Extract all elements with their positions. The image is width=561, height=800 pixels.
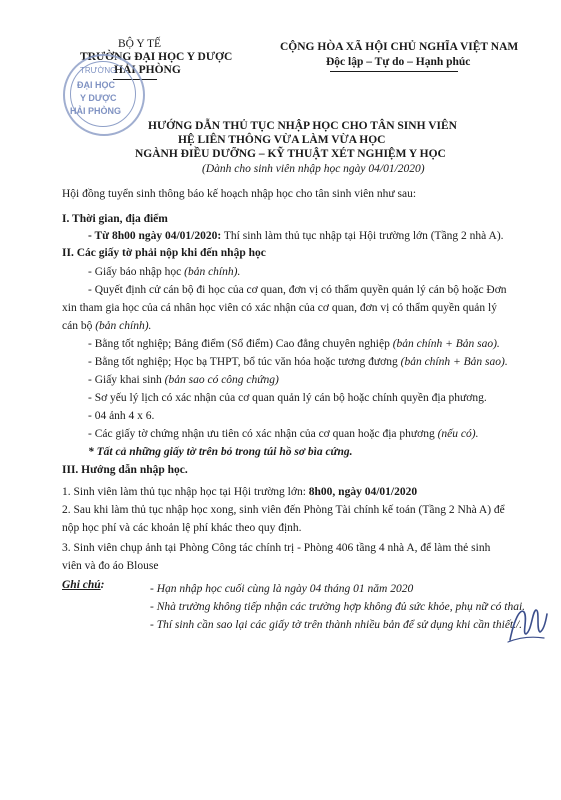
step-1-text: 1. Sinh viên làm thủ tục nhập học tại Hội trường lớn: [62, 486, 309, 498]
doc-title-line1: HƯỚNG DẪN THỦ TỤC NHẬP HỌC CHO TÂN SINH VIÊN [148, 120, 457, 132]
stamp-text-2: Y DƯỢC [80, 93, 117, 103]
step-1-time: 8h00, ngày 04/01/2020 [308, 486, 418, 498]
doc-title-line2: HỆ LIÊN THÔNG VỪA LÀM VỪA HỌC [178, 134, 386, 146]
doc-item-3-note: (bản chính + Bản sao). [392, 338, 500, 350]
ministry-name: BỘ Y TẾ [118, 38, 162, 50]
doc-item-8-note: (nếu có). [437, 428, 479, 440]
intro-text: Hội đồng tuyển sinh thông báo kế hoạch nhập học cho tân sinh viên như sau: [62, 188, 417, 200]
doc-bag-note: * Tất cả những giấy tờ trên bỏ trong túi hồ sơ bìa cứng. [88, 446, 353, 458]
school-name: TRƯỜNG ĐẠI HỌC Y DƯỢC [80, 51, 233, 63]
note-1: - Hạn nhập học cuối cùng là ngày 04 tháng 01 năm 2020 [150, 583, 414, 595]
doc-item-8-text: - Các giấy tờ chứng nhận ưu tiên có xác nhận của cơ quan hoặc địa phương [88, 428, 438, 440]
stamp-text-top: TRƯỜNG [80, 66, 117, 75]
doc-item-4-note: (bản chính + Bản sao). [400, 356, 508, 368]
step-1 [62, 486, 417, 498]
section1-time-bold: - Từ 8h00 ngày 04/01/2020: [88, 230, 222, 242]
doc-item-3-text: - Bằng tốt nghiệp; Bảng điểm (Sổ điểm) Cao đẳng chuyên nghiệp [88, 338, 393, 350]
doc-item-7: - 04 ảnh 4 x 6. [88, 410, 155, 422]
section1-time-rest: Thí sinh làm thủ tục nhập tại Hội trường lớn (Tầng 2 nhà A). [221, 230, 504, 242]
doc-item-2-line2: xin tham gia học của cá nhân học viên có xác nhận của cơ quan, đơn vị có thẩm quyền quản lý [62, 302, 497, 314]
doc-item-3 [88, 338, 500, 350]
doc-item-5-text: - Giấy khai sinh [88, 374, 165, 386]
section3-heading: III. Hướng dẫn nhập học. [62, 464, 188, 476]
section2-heading: II. Các giấy tờ phải nộp khi đến nhập học [62, 247, 266, 259]
step-3-line2: viên và đo áo Blouse [62, 560, 159, 572]
notes-label-text: Ghi chú [62, 579, 101, 591]
note-2: - Nhà trường không tiếp nhận các trường hợp không đủ sức khỏe, phụ nữ có thai. [150, 601, 526, 613]
notes-label [62, 579, 105, 591]
doc-item-4 [88, 356, 508, 368]
doc-item-1 [88, 266, 240, 278]
doc-item-6: - Sơ yếu lý lịch có xác nhận của cơ quan quản lý cán bộ hoặc chính quyền địa phương. [88, 392, 487, 404]
doc-item-1-text: - Giấy báo nhập học [88, 266, 185, 278]
signature-mark [506, 600, 550, 646]
motto-underline [330, 71, 458, 72]
stamp-text-3: HẢI PHÒNG [70, 106, 122, 116]
doc-item-5 [88, 374, 279, 386]
school-city: HẢI PHÒNG [114, 64, 181, 76]
notes-label-colon: : [100, 579, 105, 591]
doc-item-2-line3 [62, 320, 151, 332]
doc-item-5-note: (bản sao có công chứng) [164, 374, 279, 386]
doc-item-4-text: - Bằng tốt nghiệp; Học bạ THPT, bổ túc văn hóa hoặc tương đương [88, 356, 401, 368]
doc-item-8 [88, 428, 478, 440]
section1-time [88, 230, 504, 242]
stamp-text-1: ĐẠI HỌC [77, 80, 115, 90]
nation-title: CỘNG HÒA XÃ HỘI CHỦ NGHĨA VIỆT NAM [280, 41, 519, 53]
doc-title-line3: NGÀNH ĐIỀU DƯỠNG – KỸ THUẬT XÉT NGHIỆM Y HỌC [135, 148, 446, 160]
step-2-line1: 2. Sau khi làm thủ tục nhập học xong, sinh viên đến Phòng Tài chính kế toán (Tầng 2 Nhà A) để [62, 504, 505, 516]
national-motto: Độc lập – Tự do – Hạnh phúc [326, 56, 471, 68]
doc-item-1-note: (bản chính). [184, 266, 241, 278]
doc-item-2-text: cán bộ [62, 320, 96, 332]
step-3-line1: 3. Sinh viên chụp ảnh tại Phòng Công tác chính trị - Phòng 406 tầng 4 nhà A, để làm thẻ sinh [62, 542, 491, 554]
doc-subtitle: (Dành cho sinh viên nhập học ngày 04/01/2020) [202, 163, 425, 175]
note-3: - Thí sinh cần sao lại các giấy tờ trên thành nhiều bản để sử dụng khi cần thiết./. [150, 619, 523, 631]
step-2-line2: nộp học phí và các khoản lệ phí khác theo quy định. [62, 522, 302, 534]
doc-item-2-line1: - Quyết định cử cán bộ đi học của cơ quan, đơn vị có thẩm quyền quản lý cán bộ hoặc Đơn [88, 284, 507, 296]
doc-item-2-note: (bản chính). [95, 320, 152, 332]
section1-heading: I. Thời gian, địa điểm [62, 213, 168, 225]
